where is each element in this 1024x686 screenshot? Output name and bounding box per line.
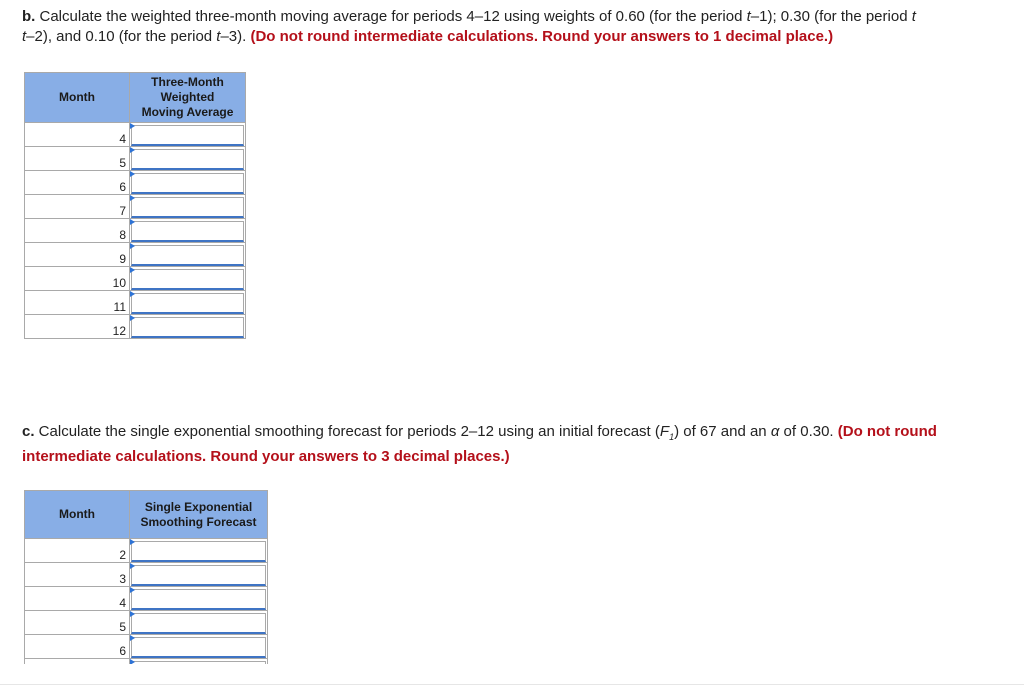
table-row	[25, 291, 246, 315]
part-b-warning: (Do not round intermediate calculations. Round your answers to 1 decimal place.)	[250, 28, 834, 45]
input-marker-icon	[130, 563, 135, 569]
period-t-3-prefix: t	[22, 28, 27, 45]
initial-forecast-subscript: 1	[669, 432, 675, 442]
month-cell: 3	[25, 563, 130, 587]
part-b-label: b.	[22, 8, 36, 25]
answer-cell	[130, 315, 246, 339]
header-line-3: Moving Average	[141, 105, 234, 119]
month-cell: 4	[25, 587, 130, 611]
moving-average-table	[24, 72, 246, 339]
table-row	[25, 635, 268, 659]
smoothing-forecast-input-month-4[interactable]	[131, 589, 266, 610]
input-marker-icon	[130, 267, 135, 273]
input-marker-icon	[130, 243, 135, 249]
table-row	[25, 611, 268, 635]
month-header: Month	[25, 491, 130, 539]
weighted-moving-average-header	[130, 73, 246, 123]
part-c-text-3: of 0.30.	[779, 423, 838, 440]
table-row	[25, 123, 246, 147]
smoothing-forecast-input-month-5[interactable]	[131, 613, 266, 634]
table-row	[25, 315, 246, 339]
weighted-average-input-month-10[interactable]	[131, 269, 244, 290]
table-row	[25, 171, 246, 195]
input-marker-icon	[130, 291, 135, 297]
part-b-instructions	[22, 7, 982, 47]
answer-cell	[130, 539, 268, 563]
answer-cell	[130, 587, 268, 611]
header-line-2: Smoothing Forecast	[140, 514, 257, 529]
table-row	[25, 539, 268, 563]
weighted-average-input-month-8[interactable]	[131, 221, 244, 242]
part-b-text-2: –1); 0.30 (for the period	[750, 8, 912, 25]
input-marker-icon	[130, 219, 135, 225]
answer-cell	[130, 563, 268, 587]
table-row	[25, 219, 246, 243]
input-marker-icon	[130, 123, 135, 129]
answer-cell	[130, 171, 246, 195]
header-line-1: Three-Month	[151, 75, 224, 89]
alpha-symbol: α	[770, 423, 780, 440]
answer-cell	[130, 635, 268, 659]
table-row	[25, 243, 246, 267]
month-cell: 4	[25, 123, 130, 147]
month-cell: 6	[25, 171, 130, 195]
table-row	[25, 587, 268, 611]
input-marker-icon	[130, 315, 135, 321]
smoothing-forecast-input-month-3[interactable]	[131, 565, 266, 586]
period-t-3: t	[216, 28, 221, 45]
month-cell: 7	[25, 195, 130, 219]
initial-forecast-symbol: F	[659, 423, 670, 440]
header-line-2: Weighted	[160, 90, 215, 104]
weighted-average-input-month-11[interactable]	[131, 293, 244, 314]
month-cell: 2	[25, 539, 130, 563]
answer-cell	[130, 219, 246, 243]
answer-cell	[130, 147, 246, 171]
input-marker-icon	[130, 635, 135, 641]
table-row	[25, 563, 268, 587]
month-cell: 5	[25, 147, 130, 171]
month-cell: 9	[25, 243, 130, 267]
answer-cell	[130, 291, 246, 315]
answer-cell	[130, 611, 268, 635]
part-c-label: c.	[22, 423, 35, 440]
part-b-text-1: Calculate the weighted three-month moving average for periods 4–12 using weights of 0.60 (for the period	[35, 8, 747, 25]
table-row	[25, 147, 246, 171]
part-c-text-2: ) of 67 and an	[674, 423, 771, 440]
input-marker-icon	[130, 147, 135, 153]
part-c-text-1: Calculate the single exponential smoothing forecast for periods 2–12 using an initial forecast (	[34, 423, 660, 440]
input-marker-icon	[130, 539, 135, 545]
table-row	[25, 267, 246, 291]
part-b-text-4: –3).	[220, 28, 251, 45]
month-cell: 12	[25, 315, 130, 339]
answer-cell	[130, 123, 246, 147]
month-cell: 6	[25, 635, 130, 659]
month-cell: 11	[25, 291, 130, 315]
weighted-average-input-month-4[interactable]	[131, 125, 244, 146]
month-cell: 8	[25, 219, 130, 243]
smoothing-forecast-input-month-6[interactable]	[131, 637, 266, 658]
weighted-average-input-month-6[interactable]	[131, 173, 244, 194]
weighted-average-input-month-9[interactable]	[131, 245, 244, 266]
period-t-2: t	[911, 8, 916, 25]
scroll-cutoff	[0, 664, 1024, 686]
weighted-average-input-month-7[interactable]	[131, 197, 244, 218]
input-marker-icon	[130, 611, 135, 617]
part-b-text-3: –2), and 0.10 (for the period	[26, 28, 217, 45]
input-marker-icon	[130, 195, 135, 201]
input-marker-icon	[130, 171, 135, 177]
exponential-smoothing-header	[130, 491, 268, 539]
weighted-average-input-month-5[interactable]	[131, 149, 244, 170]
answer-cell	[130, 195, 246, 219]
answer-cell	[130, 243, 246, 267]
month-cell: 10	[25, 267, 130, 291]
header-line-1: Single Exponential	[144, 499, 253, 514]
answer-cell	[130, 267, 246, 291]
part-c-instructions	[22, 422, 982, 467]
exponential-smoothing-table	[24, 490, 268, 683]
month-cell: 5	[25, 611, 130, 635]
smoothing-forecast-input-month-2[interactable]	[131, 541, 266, 562]
input-marker-icon	[130, 587, 135, 593]
table-row	[25, 195, 246, 219]
part-c-warning: (Do not round intermediate calculations. Round your answers to 3 decimal places.)	[22, 423, 937, 465]
weighted-average-input-month-12[interactable]	[131, 317, 244, 338]
period-t-1: t	[746, 8, 751, 25]
month-header: Month	[25, 73, 130, 123]
page-divider	[0, 684, 1024, 685]
